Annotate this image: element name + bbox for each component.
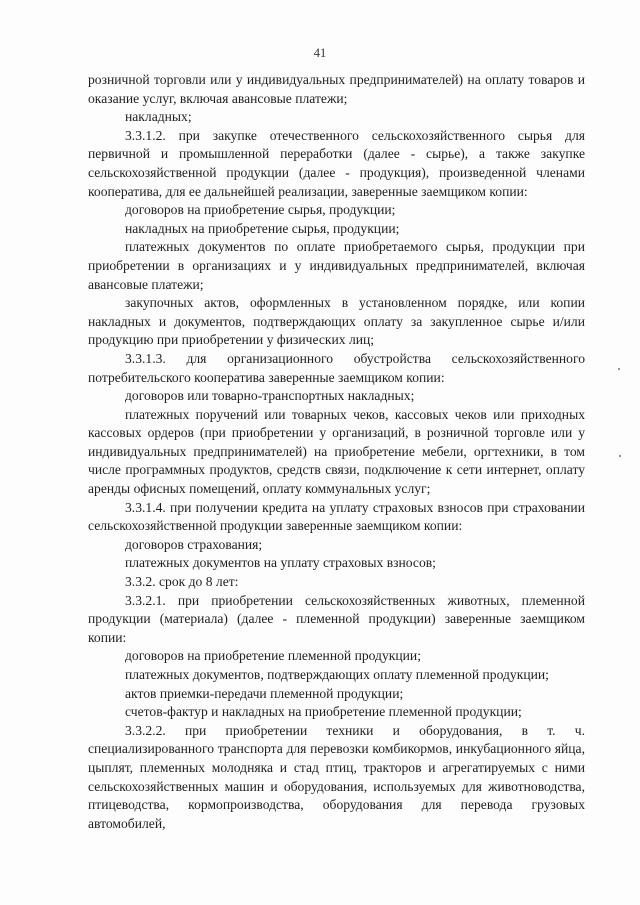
paragraph: закупочных актов, оформленных в установленном порядке, или копии накладных и документов, подтверждающих оплату за закупленное сырье и/или продукцию при приобретении у физических лиц; xyxy=(88,295,585,348)
paragraph: платежных документов по оплате приобретаемого сырья, продукции при приобретении в организациях и у индивидуальных предпринимателей, включая авансовые платежи; xyxy=(88,239,585,292)
paragraph: платежных документов, подтверждающих оплату племенной продукции; xyxy=(125,667,549,682)
document-body xyxy=(88,71,585,833)
paragraph: договоров или товарно-транспортных накладных; xyxy=(125,388,415,404)
paragraph: 3.3.1.3. для организационного обустройства сельскохозяйственного потребительского кооператива заверенные заемщиком копии: xyxy=(88,350,585,385)
paragraph: договоров страхования; xyxy=(125,536,263,552)
paragraph: актов приемки-передачи племенной продукции; xyxy=(125,685,404,701)
paragraph: 3.3.2.2. при приобретении техники и оборудования, в т. ч. специализированного транспорта для перевозки комбикормов, инкубационного яйца, цыплят, племенных молодняка и стад птиц, тракторов и агрегатируемых с ними сельскохозяйственных машин и оборудования, используемых для животноводства, птицеводства, кормопроизводства, оборудования для перевода грузовых автомобилей, xyxy=(88,722,585,831)
page-number: 41 xyxy=(313,46,327,60)
paragraph: платежных поручений или товарных чеков, кассовых чеков или приходных кассовых ордеров (при приобретении у организаций, в розничной торговле или у индивидуальных предпринимателей) на приобретение мебели, оргтехники, в том числе программных продуктов, средств связи, подключение к сети интернет, оплату аренды офисных помещений, оплату коммунальных услуг; xyxy=(88,406,585,497)
scan-speck xyxy=(618,368,620,370)
paragraph: накладных на приобретение сырья, продукции; xyxy=(125,220,400,236)
paragraph: розничной торговли или у индивидуальных предпринимателей) на оплату товаров и оказание услуг, включая авансовые платежи; xyxy=(88,72,585,106)
paragraph: 3.3.1.2. при закупке отечественного сельскохозяйственного сырья для первичной и промышленной переработки (далее - сырье), а также закупке сельскохозяйственной продукции (далее - продукция), произведенной членами кооператива, для ее дальнейшей реализации, заверенные заемщиком копии: xyxy=(88,127,585,199)
paragraph: счетов-фактур и накладных на приобретение племенной продукции; xyxy=(125,704,522,720)
paragraph: 3.3.2.1. при приобретении сельскохозяйственных животных, племенной продукции (материала) (далее - племенной продукции) заверенные заемщиком копии: xyxy=(88,592,585,645)
paragraph: 3.3.2. срок до 8 лет: xyxy=(125,574,239,590)
paragraph: платежных документов на уплату страховых взносов; xyxy=(125,555,436,571)
paragraph: 3.3.1.4. при получении кредита на уплату страховых взносов при страховании сельскохозяйственной продукции заверенные заемщиком копии: xyxy=(88,499,585,534)
paragraph: договоров на приобретение сырья, продукции; xyxy=(125,202,396,218)
scan-speck xyxy=(619,455,621,457)
paragraph: договоров на приобретение племенной продукции; xyxy=(125,648,421,664)
paragraph: накладных; xyxy=(125,109,192,125)
